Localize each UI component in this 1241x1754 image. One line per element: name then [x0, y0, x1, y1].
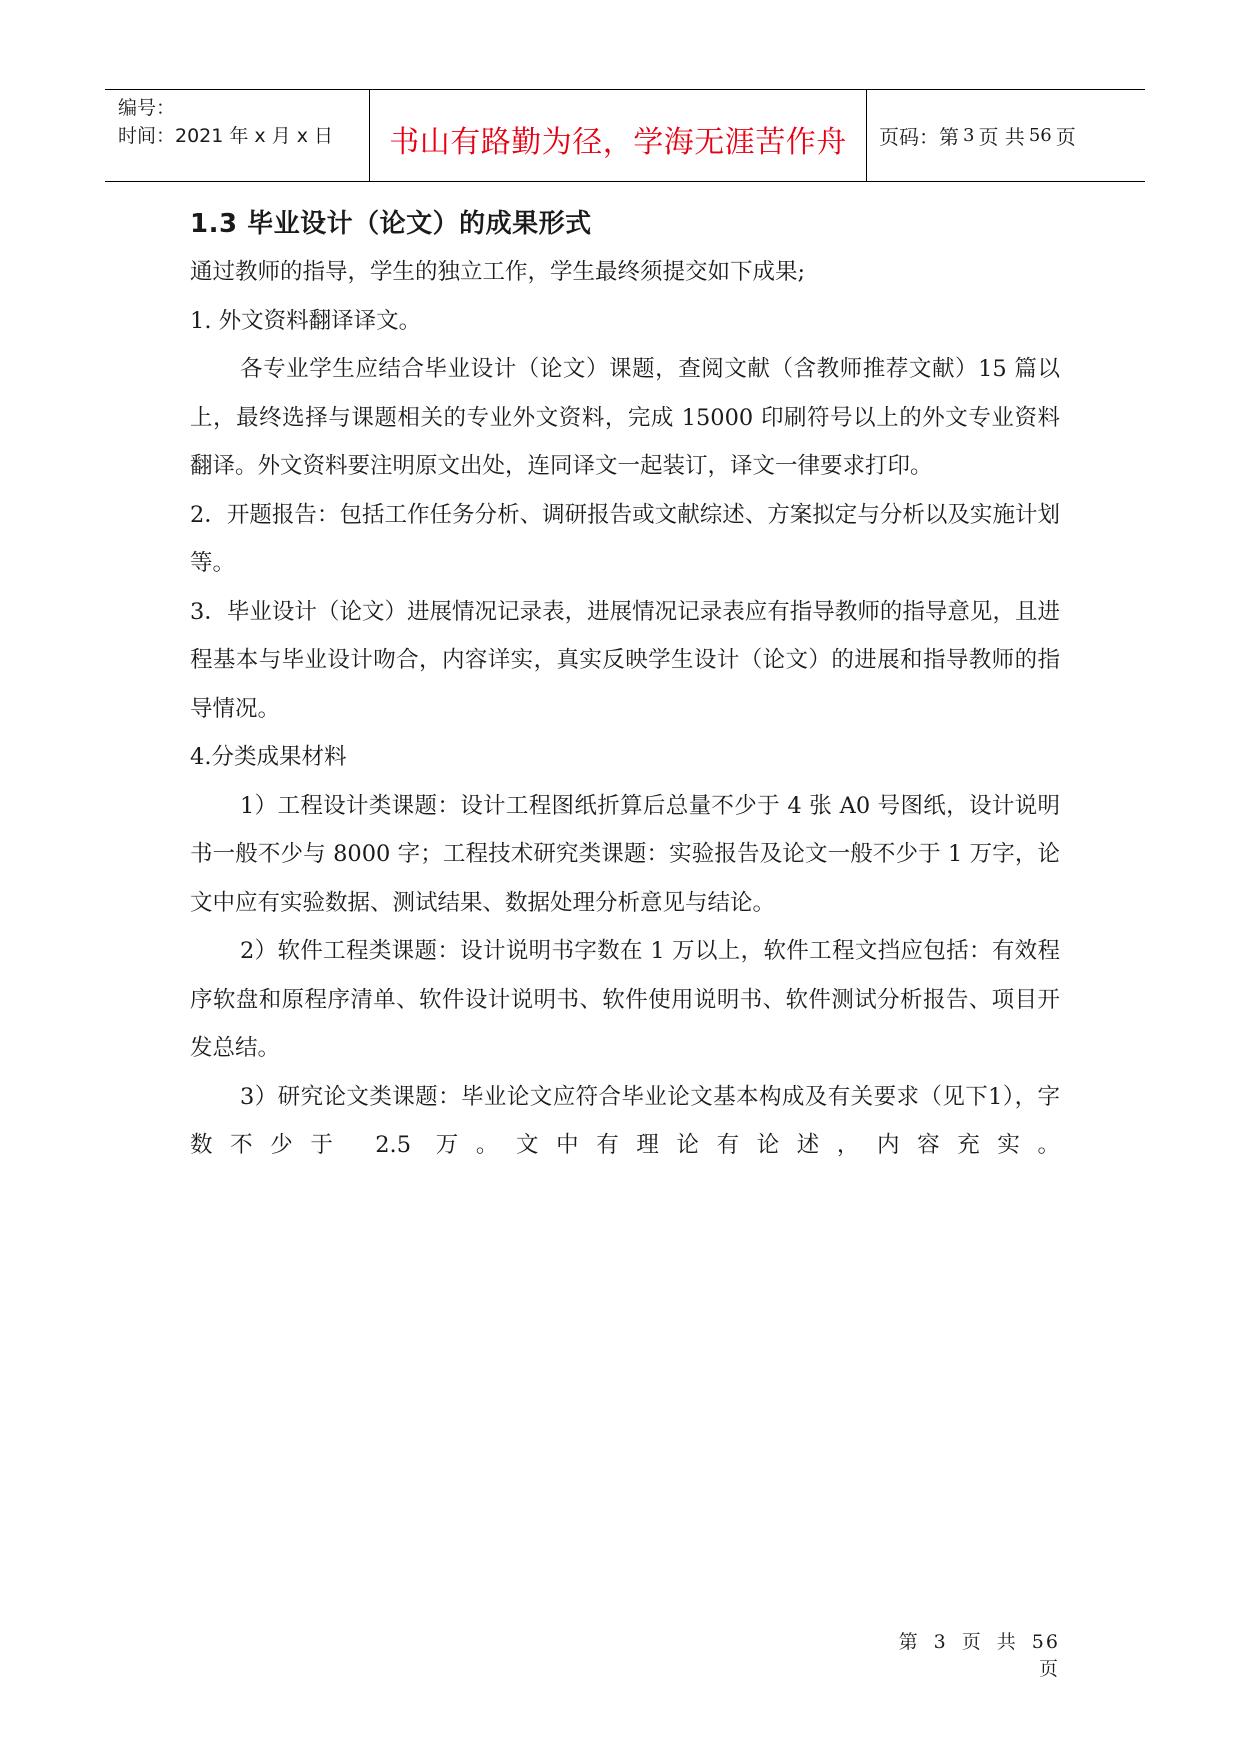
page-prefix: 页码：第 [879, 125, 959, 149]
paragraph-item-4: 4.分类成果材料 [190, 744, 347, 770]
document-time: 时间：2021 年 x 月 x 日 [118, 125, 334, 147]
document-number-label: 编号： [118, 97, 176, 119]
main-content [190, 204, 1060, 1170]
paragraph-research: 3）研究论文类课题：毕业论文应符合毕业论文基本构成及有关要求（见下1），字数不少于 2.5 万。文中有理论有论述，内容充实。 [190, 1083, 1060, 1158]
paragraph-translation: 各专业学生应结合毕业设计（论文）课题，查阅文献（含教师推荐文献）15 篇以上，最终选择与课题相关的专业外文资料，完成 15000 印刷符号以上的外文专业资料翻译。外文资料要注明原文出处，连同译文一起装订，译文一律要求打印。 [190, 356, 1060, 479]
header-meta [105, 90, 370, 181]
page-total: 56 [1028, 125, 1052, 146]
paragraph-intro: 通过教师的指导，学生的独立工作，学生最终须提交如下成果; [190, 259, 806, 285]
page-mid: 页 共 [978, 125, 1025, 149]
page-suffix: 页 [1055, 125, 1076, 149]
paragraph-software: 2）软件工程类课题：设计说明书字数在 1 万以上，软件工程文挡应包括：有效程序软盘和原程序清单、软件设计说明书、软件使用说明书、软件测试分析报告、项目开发总结。 [190, 938, 1060, 1061]
header-motto-cell [370, 90, 867, 181]
paragraph-item-2: 2．开题报告：包括工作任务分析、调研报告或文献综述、方案拟定与分析以及实施计划等。 [190, 501, 1060, 576]
paragraph-item-1: 1. 外文资料翻译译文。 [190, 307, 422, 334]
paragraph-engineering: 1）工程设计类课题：设计工程图纸折算后总量不少于 4 张 A0 号图纸，设计说明书一般不少与 8000 字；工程技术研究类课题：实验报告及论文一般不少于 1 万字，论文中应有实验数据、测试结果、数据处理分析意见与结论。 [190, 792, 1060, 916]
paragraph-item-3: 3．毕业设计（论文）进展情况记录表，进展情况记录表应有指导教师的指导意见，且进程基本与毕业设计吻合，内容详实，真实反映学生设计（论文）的进展和指导教师的指导情况。 [190, 598, 1060, 722]
section-title: 1.3 毕业设计（论文）的成果形式 [190, 209, 592, 239]
page-footer: 第 3 页 共 56 页 [898, 1631, 1060, 1680]
page-header [105, 89, 1145, 182]
header-page-info [867, 90, 1145, 181]
page-current: 3 [963, 125, 975, 146]
header-motto: 书山有路勤为径，学海无涯苦作舟 [389, 124, 847, 160]
